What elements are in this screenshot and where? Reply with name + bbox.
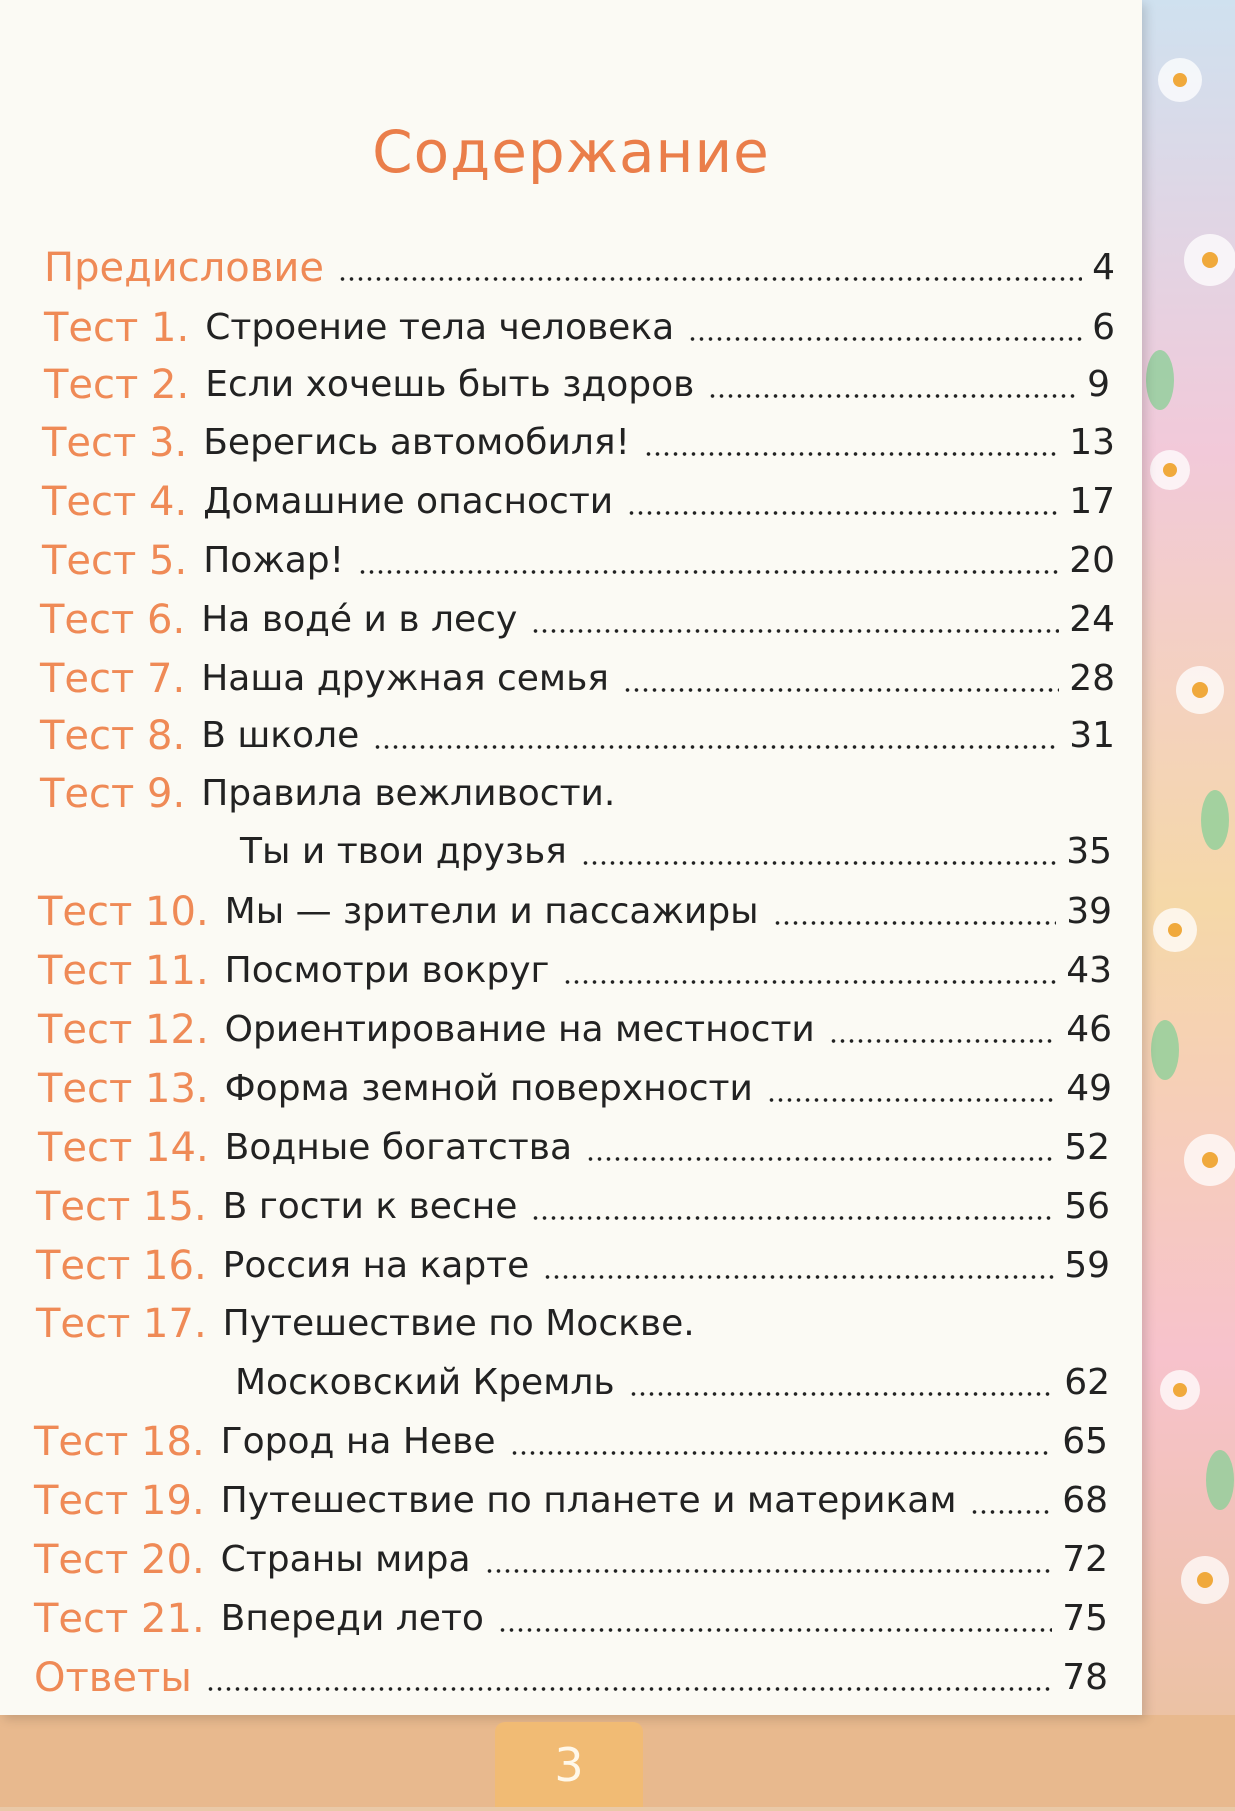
toc-entry-title: Домашние опасности bbox=[203, 481, 614, 522]
toc-entry-label: Тест 2. bbox=[44, 362, 190, 408]
toc-entry bbox=[34, 1591, 1108, 1643]
toc-entry-label: Тест 7. bbox=[40, 656, 186, 702]
toc-entry-label: Тест 13. bbox=[38, 1066, 209, 1112]
toc-entry-title: На водé и в лесу bbox=[201, 599, 518, 640]
toc-entry bbox=[38, 1061, 1112, 1113]
toc-entry bbox=[44, 240, 1115, 292]
dot-leader bbox=[543, 1274, 1054, 1280]
toc-entry-page: 13 bbox=[1069, 422, 1115, 463]
toc-entry-title-continued: Ты и твои друзья bbox=[240, 831, 567, 872]
dot-leader bbox=[338, 276, 1082, 282]
toc-entry-title: Если хочешь быть здоров bbox=[205, 364, 695, 405]
toc-entry-title: Ориентирование на местности bbox=[224, 1009, 815, 1050]
toc-entry-label: Тест 5. bbox=[42, 538, 188, 584]
toc-entry-title: Впереди лето bbox=[220, 1598, 484, 1639]
toc-entry-label: Тест 21. bbox=[34, 1596, 205, 1642]
toc-entry bbox=[44, 357, 1110, 409]
toc-entry-label: Тест 10. bbox=[38, 889, 209, 935]
dot-leader bbox=[531, 628, 1059, 634]
toc-entry bbox=[34, 1532, 1108, 1584]
toc-entry-title: В гости к весне bbox=[222, 1186, 518, 1227]
toc-entry bbox=[34, 1473, 1108, 1525]
toc-entry-title: Пожар! bbox=[203, 540, 345, 581]
toc-entry bbox=[36, 1179, 1110, 1231]
toc-entry-title: Россия на карте bbox=[222, 1245, 530, 1286]
decorative-floral-strip bbox=[1140, 0, 1235, 1807]
toc-entry-page: 31 bbox=[1069, 715, 1115, 756]
dot-leader bbox=[623, 687, 1059, 693]
toc-entry-page: 9 bbox=[1087, 364, 1110, 405]
toc-entry-page: 59 bbox=[1064, 1245, 1110, 1286]
page-number: 3 bbox=[554, 1737, 584, 1792]
toc-entry-page: 49 bbox=[1066, 1068, 1112, 1109]
dot-leader bbox=[629, 1391, 1055, 1397]
dot-leader bbox=[767, 1097, 1056, 1103]
toc-entry-title: Водные богатства bbox=[224, 1127, 573, 1168]
toc-entry-label: Тест 11. bbox=[38, 948, 209, 994]
toc-entry-page: 20 bbox=[1069, 540, 1115, 581]
toc-entry-title: Форма земной поверхности bbox=[224, 1068, 753, 1109]
toc-entry bbox=[40, 708, 1115, 760]
dot-leader bbox=[581, 860, 1056, 866]
toc-entry-label: Тест 18. bbox=[34, 1419, 205, 1465]
toc-entry-page: 56 bbox=[1064, 1186, 1110, 1227]
toc-entry bbox=[44, 300, 1115, 352]
toc-entry-label: Тест 6. bbox=[40, 597, 186, 643]
dot-leader bbox=[708, 393, 1077, 399]
toc-entry-title: Город на Неве bbox=[220, 1421, 496, 1462]
dot-leader bbox=[498, 1627, 1052, 1633]
toc-entry-label: Тест 12. bbox=[38, 1007, 209, 1053]
toc-entry-label: Тест 4. bbox=[42, 479, 188, 525]
toc-entry-title: Правила вежливости. bbox=[201, 773, 616, 814]
toc-entry-title: Страны мира bbox=[220, 1539, 471, 1580]
dot-leader bbox=[206, 1686, 1052, 1692]
toc-entry-title: Строение тела человека bbox=[205, 307, 675, 348]
toc-entry-title: Берегись автомобиля! bbox=[203, 422, 630, 463]
toc-entry-label: Тест 14. bbox=[38, 1125, 209, 1171]
toc-entry-label: Тест 19. bbox=[34, 1478, 205, 1524]
toc-entry-page: 46 bbox=[1066, 1009, 1112, 1050]
toc-entry-title: Мы — зрители и пассажиры bbox=[224, 891, 759, 932]
toc-entry bbox=[36, 1238, 1110, 1290]
toc-entry-page: 28 bbox=[1069, 658, 1115, 699]
toc-entry bbox=[40, 592, 1115, 644]
dot-leader bbox=[531, 1215, 1054, 1221]
toc-entry-label: Тест 3. bbox=[42, 420, 188, 466]
toc-entry-page: 24 bbox=[1069, 599, 1115, 640]
toc-entry bbox=[36, 1296, 1110, 1348]
toc-entry-label: Предисловие bbox=[44, 245, 324, 291]
toc-entry-label: Тест 15. bbox=[36, 1184, 207, 1230]
toc-entry-page: 75 bbox=[1062, 1598, 1108, 1639]
toc-entry-page: 43 bbox=[1066, 950, 1112, 991]
toc-entry-label: Тест 17. bbox=[36, 1301, 207, 1347]
toc-entry-label: Тест 20. bbox=[34, 1537, 205, 1583]
toc-entry bbox=[42, 474, 1115, 526]
toc-entry-page: 17 bbox=[1069, 481, 1115, 522]
toc-entry-page: 78 bbox=[1062, 1657, 1108, 1698]
dot-leader bbox=[688, 336, 1082, 342]
toc-entry-title-continued: Московский Кремль bbox=[235, 1362, 615, 1403]
toc-entry bbox=[38, 1120, 1110, 1172]
toc-entry bbox=[40, 766, 1112, 818]
dot-leader bbox=[510, 1450, 1053, 1456]
dot-leader bbox=[358, 569, 1059, 575]
toc-entry-page: 65 bbox=[1062, 1421, 1108, 1462]
toc-entry bbox=[38, 943, 1112, 995]
toc-entry-page: 6 bbox=[1092, 307, 1115, 348]
dot-leader bbox=[773, 920, 1057, 926]
flower-pattern-icon bbox=[1140, 0, 1235, 1807]
dot-leader bbox=[970, 1509, 1052, 1515]
toc-entry-title: Наша дружная семья bbox=[201, 658, 609, 699]
toc-entry bbox=[38, 884, 1112, 936]
toc-entry-label: Тест 1. bbox=[44, 305, 190, 351]
dot-leader bbox=[373, 744, 1059, 750]
dot-leader bbox=[563, 979, 1056, 985]
toc-entry-page: 4 bbox=[1092, 247, 1115, 288]
dot-leader bbox=[586, 1156, 1054, 1162]
toc-entry-page: 52 bbox=[1064, 1127, 1110, 1168]
page-title: Содержание bbox=[372, 118, 770, 186]
toc-entry-label: Тест 8. bbox=[40, 713, 186, 759]
toc-entry bbox=[42, 533, 1115, 585]
dot-leader bbox=[485, 1568, 1053, 1574]
toc-entry-title: Путешествие по планете и материкам bbox=[220, 1480, 957, 1521]
toc-entry bbox=[42, 415, 1115, 467]
toc-entry bbox=[38, 1002, 1112, 1054]
dot-leader bbox=[644, 451, 1059, 457]
toc-entry-title: Посмотри вокруг bbox=[224, 950, 550, 991]
dot-leader bbox=[829, 1038, 1056, 1044]
toc-entry bbox=[34, 1414, 1108, 1466]
toc-entry-continuation bbox=[240, 824, 1112, 876]
toc-entry-page: 39 bbox=[1066, 891, 1112, 932]
toc-entry-label: Тест 16. bbox=[36, 1243, 207, 1289]
toc-entry-page: 35 bbox=[1066, 831, 1112, 872]
toc-entry-page: 68 bbox=[1062, 1480, 1108, 1521]
toc-entry-title: В школе bbox=[201, 715, 360, 756]
toc-entry bbox=[34, 1650, 1108, 1702]
toc-entry-page: 62 bbox=[1064, 1362, 1110, 1403]
toc-entry-title: Путешествие по Москве. bbox=[222, 1303, 695, 1344]
toc-entry-continuation bbox=[235, 1355, 1110, 1407]
toc-entry bbox=[40, 651, 1115, 703]
toc-entry-label: Ответы bbox=[34, 1655, 192, 1701]
page-number-tab bbox=[495, 1722, 643, 1807]
toc-entry-label: Тест 9. bbox=[40, 771, 186, 817]
dot-leader bbox=[627, 510, 1059, 516]
toc-entry-page: 72 bbox=[1062, 1539, 1108, 1580]
